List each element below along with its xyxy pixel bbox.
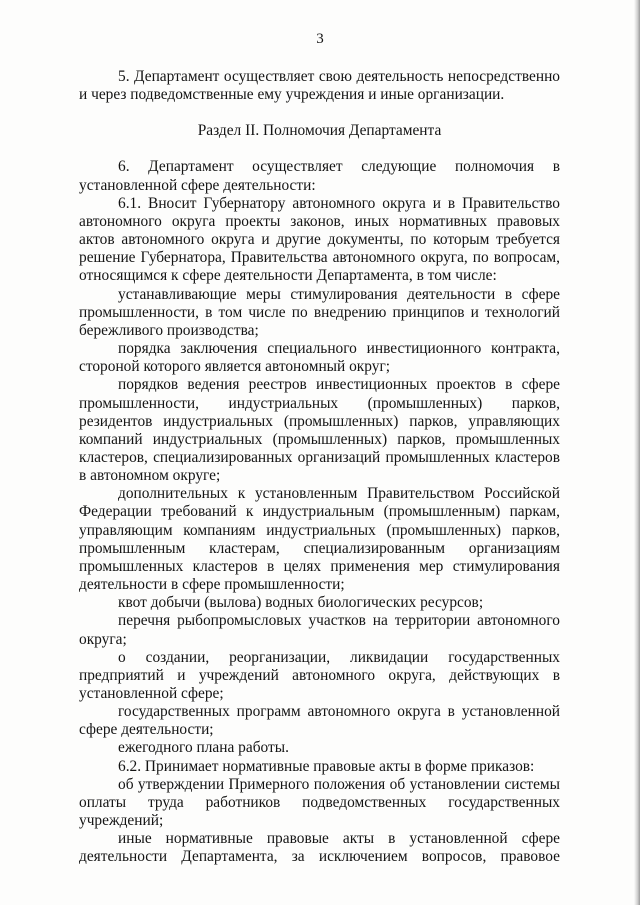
list-item: перечня рыбопромысловых участков на территории автономного округа; xyxy=(79,612,560,648)
list-item: порядков ведения реестров инвестиционных проектов в сфере промышленности, индустриальных (промышленных) парков, резидентов индустриальных (промышленных) парков, управляющих компаний индустриальных (промышленных) парков, промышленных кластеров, специализированных организаций промышленных кластеров в автономном округе; xyxy=(79,376,560,485)
page-number: 3 xyxy=(316,31,324,47)
list-item: об утверждении Примерного положения об установлении системы оплаты труда работников подведомственных государственных учреждений; xyxy=(79,775,560,830)
paragraph-6: 6. Департамент осуществляет следующие полномочия в установленной сфере деятельности: xyxy=(79,158,560,194)
page-edge-shadow xyxy=(634,0,640,905)
list-item: иные нормативные правовые акты в установленной сфере деятельности Департамента, за исключением вопросов, правовое xyxy=(79,830,560,866)
list-item: о создании, реорганизации, ликвидации государственных предприятий и учреждений автономного округа, действующих в установленной сфере; xyxy=(79,648,560,702)
list-item: устанавливающие меры стимулирования деятельности в сфере промышленности, в том числе по внедрению принципов и технологий бережливого производства; xyxy=(79,285,560,339)
list-item: квот добычи (вылова) водных биологических ресурсов; xyxy=(118,594,484,612)
list-item: государственных программ автономного округа в установленной сфере деятельности; xyxy=(79,703,560,739)
list-item: порядка заключения специального инвестиционного контракта, стороной которого является автономный округ; xyxy=(79,340,560,376)
section-heading: Раздел II. Полномочия Департамента xyxy=(197,122,442,140)
document-body xyxy=(79,68,560,867)
list-item: дополнительных к установленным Правительством Российской Федерации требований к индустриальным (промышленным) паркам, управляющим компаниям индустриальных (промышленных) парков, промышленным кластерам, специализированным организациям промышленных кластеров в целях применения мер стимулирования деятельности в сфере промышленности; xyxy=(79,485,560,594)
list-item: ежегодного плана работы. xyxy=(118,739,289,757)
paragraph-6-2: 6.2. Принимает нормативные правовые акты в форме приказов: xyxy=(118,757,535,775)
paragraph-5: 5. Департамент осуществляет свою деятельность непосредственно и через подведомственные ему учреждения и иные организации. xyxy=(79,68,560,104)
paragraph-6-1: 6.1. Вносит Губернатору автономного округа и в Правительство автономного округа проекты законов, иных нормативных правовых актов автономного округа и другие документы, по которым требуется решение Губернатора, Правительства автономного округа, по вопросам, относящимся к сфере деятельности Департамента, в том числе: xyxy=(79,194,560,285)
